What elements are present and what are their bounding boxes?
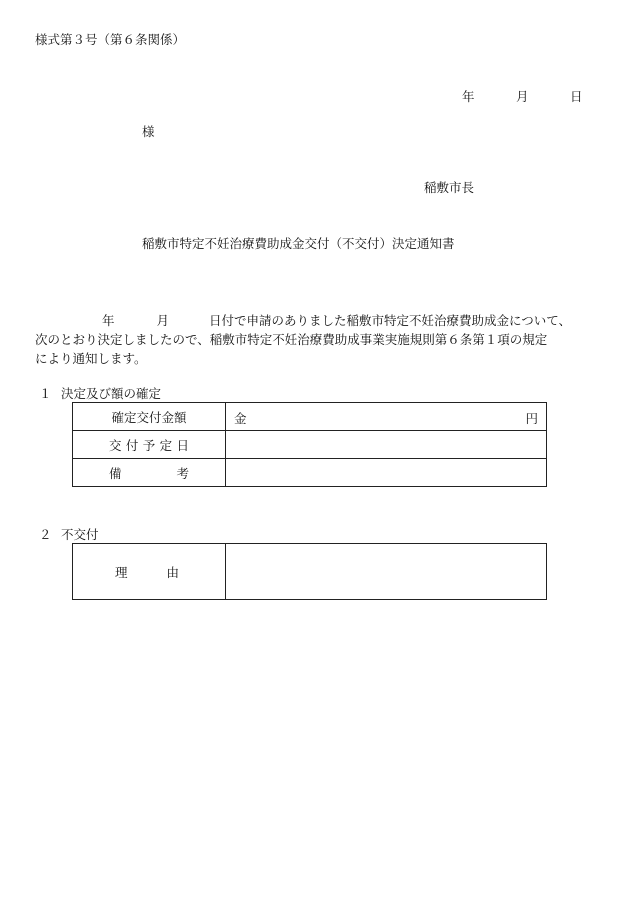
section1-number: １ <box>39 386 52 401</box>
issuer-name: 稲敷市長 <box>424 180 475 195</box>
remarks-row <box>73 459 547 487</box>
form-number-label: 様式第３号（第６条関係） <box>35 32 186 47</box>
non-grant-table <box>72 543 547 600</box>
body-line-3: により通知します。 <box>35 351 147 366</box>
date-day-label: 日 <box>570 89 583 104</box>
body-line-1 <box>35 311 600 330</box>
remarks-value-cell[interactable] <box>226 459 547 487</box>
reason-value-cell[interactable] <box>226 544 547 600</box>
label-char: 理 <box>115 564 128 580</box>
label-char: 定 <box>159 437 173 453</box>
remarks-label <box>73 459 226 487</box>
label-char: 備 <box>109 465 122 481</box>
scheduled-date-value-cell[interactable] <box>226 431 547 459</box>
notice-body <box>35 311 600 368</box>
body-month: 月 <box>156 313 170 328</box>
body-year: 年 <box>102 313 115 328</box>
body-text-1: 日付で申請のありました稲敷市特定不妊治療費助成金について、 <box>209 313 572 328</box>
reason-row <box>73 544 547 600</box>
label-char: 付 <box>125 437 139 453</box>
date-year-label: 年 <box>462 89 475 104</box>
amount-value-cell[interactable] <box>226 403 547 431</box>
document-title: 稲敷市特定不妊治療費助成金交付（不交付）決定通知書 <box>142 236 455 251</box>
section2-title: 不交付 <box>61 527 99 542</box>
amount-label: 確定交付金額 <box>73 403 226 431</box>
amount-row <box>73 403 547 431</box>
label-char: 考 <box>176 465 189 481</box>
amount-prefix: 金 <box>234 411 247 426</box>
section1-title: 決定及び額の確定 <box>61 386 162 401</box>
section1-heading <box>39 386 161 402</box>
label-char: 由 <box>166 564 179 580</box>
label-char: 予 <box>142 437 156 453</box>
label-char: 交 <box>109 437 122 453</box>
reason-label <box>73 544 226 600</box>
date-month-label: 月 <box>516 89 529 104</box>
body-line-2: 次のとおり決定しましたので、稲敷市特定不妊治療費助成事業実施規則第６条第１項の規定 <box>35 332 548 347</box>
addressee-honorific: 様 <box>142 124 155 139</box>
section2-heading <box>39 527 99 543</box>
section2-number: ２ <box>39 527 52 542</box>
decision-table <box>72 402 547 487</box>
label-char: 日 <box>176 437 189 453</box>
scheduled-date-label <box>73 431 226 459</box>
scheduled-date-row <box>73 431 547 459</box>
amount-unit: 円 <box>525 411 538 426</box>
